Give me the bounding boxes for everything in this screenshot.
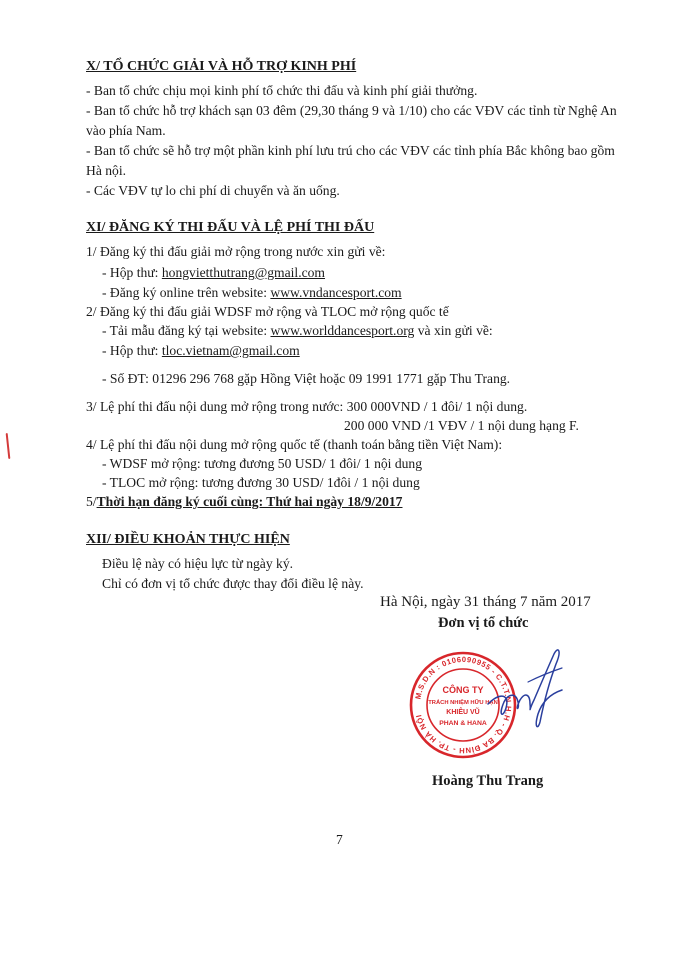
section-10-line-3: vào phía Nam.: [86, 123, 166, 138]
section-10-line-1: - Ban tổ chức chịu mọi kinh phí tổ chức thi đấu và kinh phí giải thưởng.: [86, 83, 478, 98]
download-form-line: [102, 322, 493, 340]
mailbox-label: - Hộp thư:: [102, 265, 162, 280]
section-10-line-5: Hà nội.: [86, 163, 127, 178]
margin-pen-mark: [6, 433, 11, 459]
registration-international: 2/ Đăng ký thi đấu giải WDSF mở rộng và TLOC mở rộng quốc tế: [86, 304, 449, 319]
email-link-1[interactable]: hongvietthutrang@gmail.com: [161, 265, 326, 280]
website-link-2[interactable]: www.worlddancesport.org: [270, 323, 415, 338]
section-10-line-6: - Các VĐV tự lo chi phí di chuyển và ăn uống.: [86, 183, 340, 198]
section-12-line-1: Điều lệ này có hiệu lực từ ngày ký.: [102, 556, 294, 571]
seal-outer-text: M.S.D.N : 0106090955 - C.T.T.N.H.H - Q. BA ĐÌNH - TP. HÀ NỘI: [413, 654, 514, 756]
page-number: 7: [336, 832, 343, 847]
mailbox-line-2: [102, 342, 300, 360]
seal-line-3: KHIÊU VŨ: [446, 709, 480, 716]
signer-name: Hoàng Thu Trang: [432, 773, 544, 789]
section-12-title: XII/ ĐIỀU KHOẢN THỰC HIỆN: [86, 532, 290, 547]
seal-line-4: PHAN & HANA: [439, 720, 487, 727]
online-registration-line: [102, 284, 402, 302]
deadline-prefix: 5/: [86, 494, 97, 509]
section-10-line-2: - Ban tổ chức hỗ trợ khách sạn 03 đêm (29,30 tháng 9 và 1/10) cho các VĐV các tỉnh từ Nghệ An: [86, 103, 617, 118]
organizer-label: Đơn vị tổ chức: [438, 615, 529, 631]
section-12-line-2: Chỉ có đơn vị tổ chức được thay đổi điều lệ này.: [102, 576, 364, 591]
domestic-fee-line: 3/ Lệ phí thi đấu nội dung mở rộng trong nước: 300 000VND / 1 đôi/ 1 nội dung.: [86, 399, 528, 414]
seal-line-1: CÔNG TY: [442, 685, 484, 695]
website-link-1[interactable]: www.vndancesport.com: [270, 285, 402, 300]
download-label: - Tải mẫu đăng ký tại website:: [102, 323, 271, 338]
email-link-2[interactable]: tloc.vietnam@gmail.com: [161, 343, 300, 358]
seal-line-2: TRÁCH NHIỆM HỮU HẠN: [428, 700, 498, 706]
handwritten-signature: [470, 642, 590, 732]
section-10-title: X/ TỔ CHỨC GIẢI VÀ HỖ TRỢ KINH PHÍ: [86, 59, 357, 74]
international-fee-line: 4/ Lệ phí thi đấu nội dung mở rộng quốc tế (thanh toán bằng tiền Việt Nam):: [86, 437, 503, 452]
domestic-fee-line-2: 200 000 VND /1 VĐV / 1 nội dung hạng F.: [344, 418, 579, 433]
section-10-line-4: - Ban tổ chức sẽ hỗ trợ một phần kinh phí lưu trú cho các VĐV các tỉnh phía Bắc không bao gồm: [86, 143, 615, 158]
phone-line: - Số ĐT: 01296 296 768 gặp Hồng Việt hoặc 09 1991 1771 gặp Thu Trang.: [102, 371, 511, 386]
section-11-title: XI/ ĐĂNG KÝ THI ĐẤU VÀ LỆ PHÍ THI ĐẤU: [86, 220, 375, 235]
tloc-fee-line: - TLOC mở rộng: tương đương 30 USD/ 1đôi / 1 nội dung: [102, 475, 420, 490]
online-label: - Đăng ký online trên website:: [102, 285, 271, 300]
place-date: Hà Nội, ngày 31 tháng 7 năm 2017: [380, 594, 591, 610]
deadline-line: [86, 493, 402, 511]
mailbox-line-1: [102, 264, 325, 282]
registration-domestic: 1/ Đăng ký thi đấu giải mở rộng trong nước xin gửi về:: [86, 244, 386, 259]
deadline-text: Thời hạn đăng ký cuối cùng: Thứ hai ngày 18/9/2017: [96, 494, 403, 509]
mailbox-label-2: - Hộp thư:: [102, 343, 162, 358]
download-suffix: và xin gửi về:: [414, 323, 493, 338]
wdsf-fee-line: - WDSF mở rộng: tương đương 50 USD/ 1 đôi/ 1 nội dung: [102, 456, 423, 471]
